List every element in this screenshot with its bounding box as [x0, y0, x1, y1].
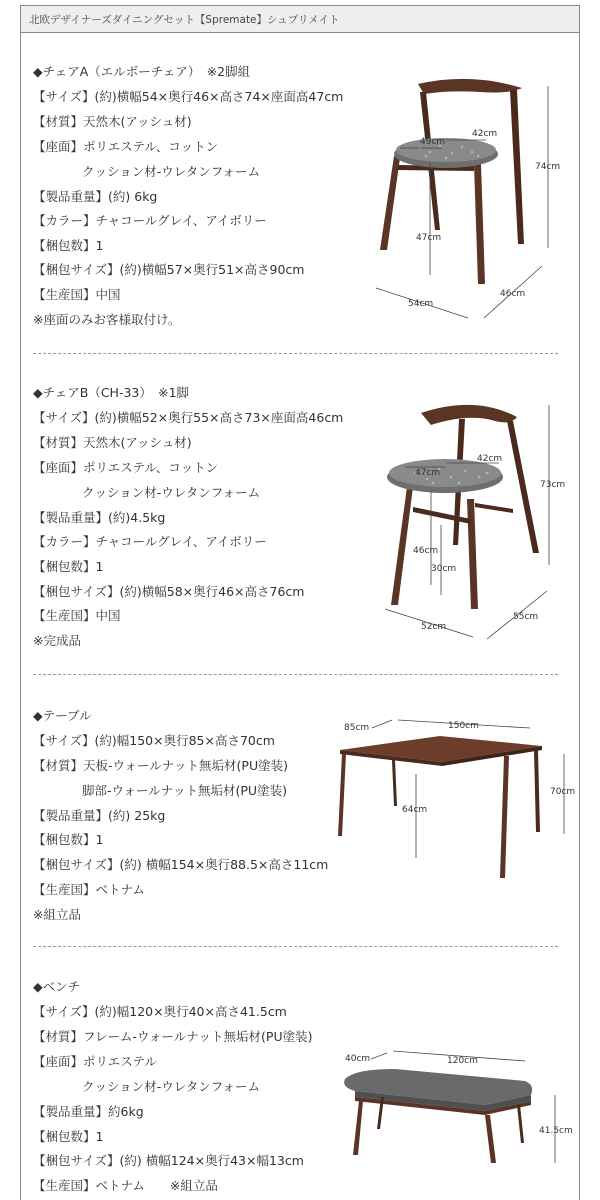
section-note: ※組立品: [33, 907, 81, 922]
spec-label: 【製品重量】: [33, 808, 109, 823]
spec-row: [33, 557, 103, 575]
dim-seat-height: 46cm: [413, 546, 439, 556]
spec-label: 【梱包数】: [33, 238, 96, 253]
spec-row: [33, 880, 145, 898]
spec-value: クッション材-ウレタンフォーム: [82, 164, 261, 179]
spec-row: [33, 508, 165, 526]
spec-label: 【生産国】: [33, 608, 96, 623]
dim-width: 54cm: [408, 299, 434, 309]
spec-label: 【梱包サイズ】: [33, 1153, 120, 1168]
spec-label: 【座面】: [33, 1054, 84, 1069]
dim-width: 120cm: [447, 1056, 478, 1066]
spec-row: [33, 1151, 304, 1169]
spec-row: [33, 187, 157, 205]
spec-value: ベトナム ※組立品: [95, 1178, 218, 1193]
spec-label: 【製品重量】: [33, 510, 109, 525]
spec-row: [33, 211, 267, 229]
spec-row: [82, 781, 287, 799]
dim-height: 70cm: [550, 787, 576, 797]
spec-value: フレーム-ウォールナット無垢材(PU塗装): [83, 1029, 313, 1044]
spec-row: [82, 1077, 260, 1095]
spec-label: 【サイズ】: [33, 1004, 95, 1019]
spec-label: 【サイズ】: [33, 89, 95, 104]
spec-label: 【材質】: [33, 758, 84, 773]
spec-row: [33, 1002, 287, 1020]
spec-label: 【製品重量】: [33, 1104, 109, 1119]
spec-value: 1: [95, 238, 104, 253]
spec-value: ポリエステル、コットン: [83, 460, 219, 475]
spec-value: 天然木(アッシュ材): [83, 435, 192, 450]
dim-width: 150cm: [448, 721, 479, 731]
spec-row: [33, 532, 267, 550]
spec-label: 【材質】: [33, 1029, 84, 1044]
spec-value: (約)4.5kg: [108, 510, 166, 525]
spec-row: [33, 137, 218, 155]
spec-label: 【生産国】: [33, 882, 96, 897]
spec-row: [33, 830, 103, 848]
bench-illustration: [335, 1045, 580, 1170]
spec-label: 【材質】: [33, 435, 84, 450]
spec-row: [33, 806, 165, 824]
spec-label: 【サイズ】: [33, 733, 95, 748]
section-title: ◆テーブル: [33, 708, 92, 723]
spec-label: 【生産国】: [33, 1178, 96, 1193]
spec-row: [33, 1052, 157, 1070]
spec-label: 【生産国】: [33, 287, 96, 302]
spec-row: [33, 1127, 103, 1145]
spec-label: 【梱包数】: [33, 1129, 96, 1144]
spec-value: 天板-ウォールナット無垢材(PU塗装): [83, 758, 288, 773]
spec-value: (約) 6kg: [108, 189, 158, 204]
spec-value: (約) 横幅154×奥行88.5×高さ11cm: [119, 857, 329, 872]
section-divider: [33, 946, 558, 947]
chair-a-illustration: [360, 70, 580, 330]
spec-value: チャコールグレイ、アイボリー: [95, 534, 267, 549]
spec-label: 【製品重量】: [33, 189, 109, 204]
spec-row: [33, 433, 192, 451]
dim-height: 73cm: [540, 480, 566, 490]
dim-seat-width: 42cm: [472, 129, 498, 139]
section-note: ※完成品: [33, 633, 81, 648]
spec-label: 【梱包サイズ】: [33, 857, 120, 872]
table-illustration: [330, 710, 580, 890]
spec-value: 1: [95, 1129, 104, 1144]
spec-label: 【サイズ】: [33, 410, 95, 425]
spec-row: [33, 87, 343, 105]
spec-value: 中国: [95, 287, 121, 302]
section-divider: [33, 353, 558, 354]
spec-row: [33, 855, 328, 873]
spec-label: 【梱包数】: [33, 832, 96, 847]
dim-depth: 85cm: [344, 723, 370, 733]
spec-label: 【カラー】: [33, 534, 96, 549]
spec-row: [33, 582, 304, 600]
dim-seat-depth: 49cm: [420, 137, 446, 147]
spec-value: (約) 25kg: [108, 808, 166, 823]
dim-leg-clearance: 64cm: [402, 805, 428, 815]
spec-row: [33, 731, 275, 749]
spec-row: [82, 483, 260, 501]
spec-label: 【カラー】: [33, 213, 96, 228]
spec-label: 【梱包サイズ】: [33, 262, 120, 277]
spec-value: (約)横幅57×奥行51×高さ90cm: [119, 262, 305, 277]
spec-row: [33, 458, 218, 476]
dim-height: 74cm: [535, 162, 561, 172]
spec-row: [33, 756, 288, 774]
spec-label: 【座面】: [33, 139, 84, 154]
section-title: ◆チェアA（エルボーチェア） ※2脚組: [33, 64, 251, 79]
dim-depth: 55cm: [513, 612, 539, 622]
spec-row: [33, 606, 121, 624]
section-note: ※座面のみお客様取付け。: [33, 312, 181, 327]
spec-row: [33, 408, 343, 426]
spec-value: (約)幅120×奥行40×高さ41.5cm: [94, 1004, 287, 1019]
spec-row: [33, 112, 192, 130]
spec-value: 中国: [95, 608, 121, 623]
section-title: ◆チェアB（CH-33） ※1脚: [33, 385, 190, 400]
dim-depth: 40cm: [345, 1054, 371, 1064]
spec-value: (約)横幅58×奥行46×高さ76cm: [119, 584, 305, 599]
dim-seat-width: 42cm: [477, 454, 503, 464]
dim-stretcher: 30cm: [431, 564, 457, 574]
spec-value: 1: [95, 832, 104, 847]
spec-value: 天然木(アッシュ材): [83, 114, 192, 129]
spec-value: クッション材-ウレタンフォーム: [82, 485, 261, 500]
spec-row: [33, 1102, 144, 1120]
spec-label: 【材質】: [33, 114, 84, 129]
spec-value: チャコールグレイ、アイボリー: [95, 213, 267, 228]
spec-row: [82, 162, 260, 180]
spec-value: 1: [95, 559, 104, 574]
dim-width: 52cm: [421, 622, 447, 632]
spec-value: (約)横幅54×奥行46×高さ74×座面高47cm: [94, 89, 344, 104]
spec-row: [33, 260, 304, 278]
spec-value: ポリエステル、コットン: [83, 139, 219, 154]
spec-row: [33, 236, 103, 254]
spec-row: [33, 285, 121, 303]
dim-depth: 46cm: [500, 289, 526, 299]
spec-label: 【座面】: [33, 460, 84, 475]
spec-value: (約)幅150×奥行85×高さ70cm: [94, 733, 275, 748]
spec-row: [33, 1176, 218, 1194]
spec-label: 【梱包数】: [33, 559, 96, 574]
page-title: 北欧デザイナーズダイニングセット【Spremate】シュプリメイト: [29, 14, 340, 26]
dim-height: 41.5cm: [539, 1126, 573, 1136]
dim-seat-depth: 47cm: [415, 468, 441, 478]
spec-label: 【梱包サイズ】: [33, 584, 120, 599]
dim-seat-height: 47cm: [416, 233, 442, 243]
header-bar: [20, 5, 580, 33]
spec-value: (約)横幅52×奥行55×高さ73×座面高46cm: [94, 410, 344, 425]
section-title: ◆ベンチ: [33, 979, 81, 994]
section-divider: [33, 674, 558, 675]
spec-value: 約6kg: [108, 1104, 144, 1119]
spec-value: 脚部-ウォールナット無垢材(PU塗装): [82, 783, 287, 798]
spec-value: ベトナム: [95, 882, 145, 897]
spec-value: (約) 横幅124×奥行43×幅13cm: [119, 1153, 304, 1168]
spec-value: ポリエステル: [83, 1054, 157, 1069]
spec-value: クッション材-ウレタンフォーム: [82, 1079, 261, 1094]
chair-b-illustration: [375, 395, 580, 650]
spec-row: [33, 1027, 312, 1045]
